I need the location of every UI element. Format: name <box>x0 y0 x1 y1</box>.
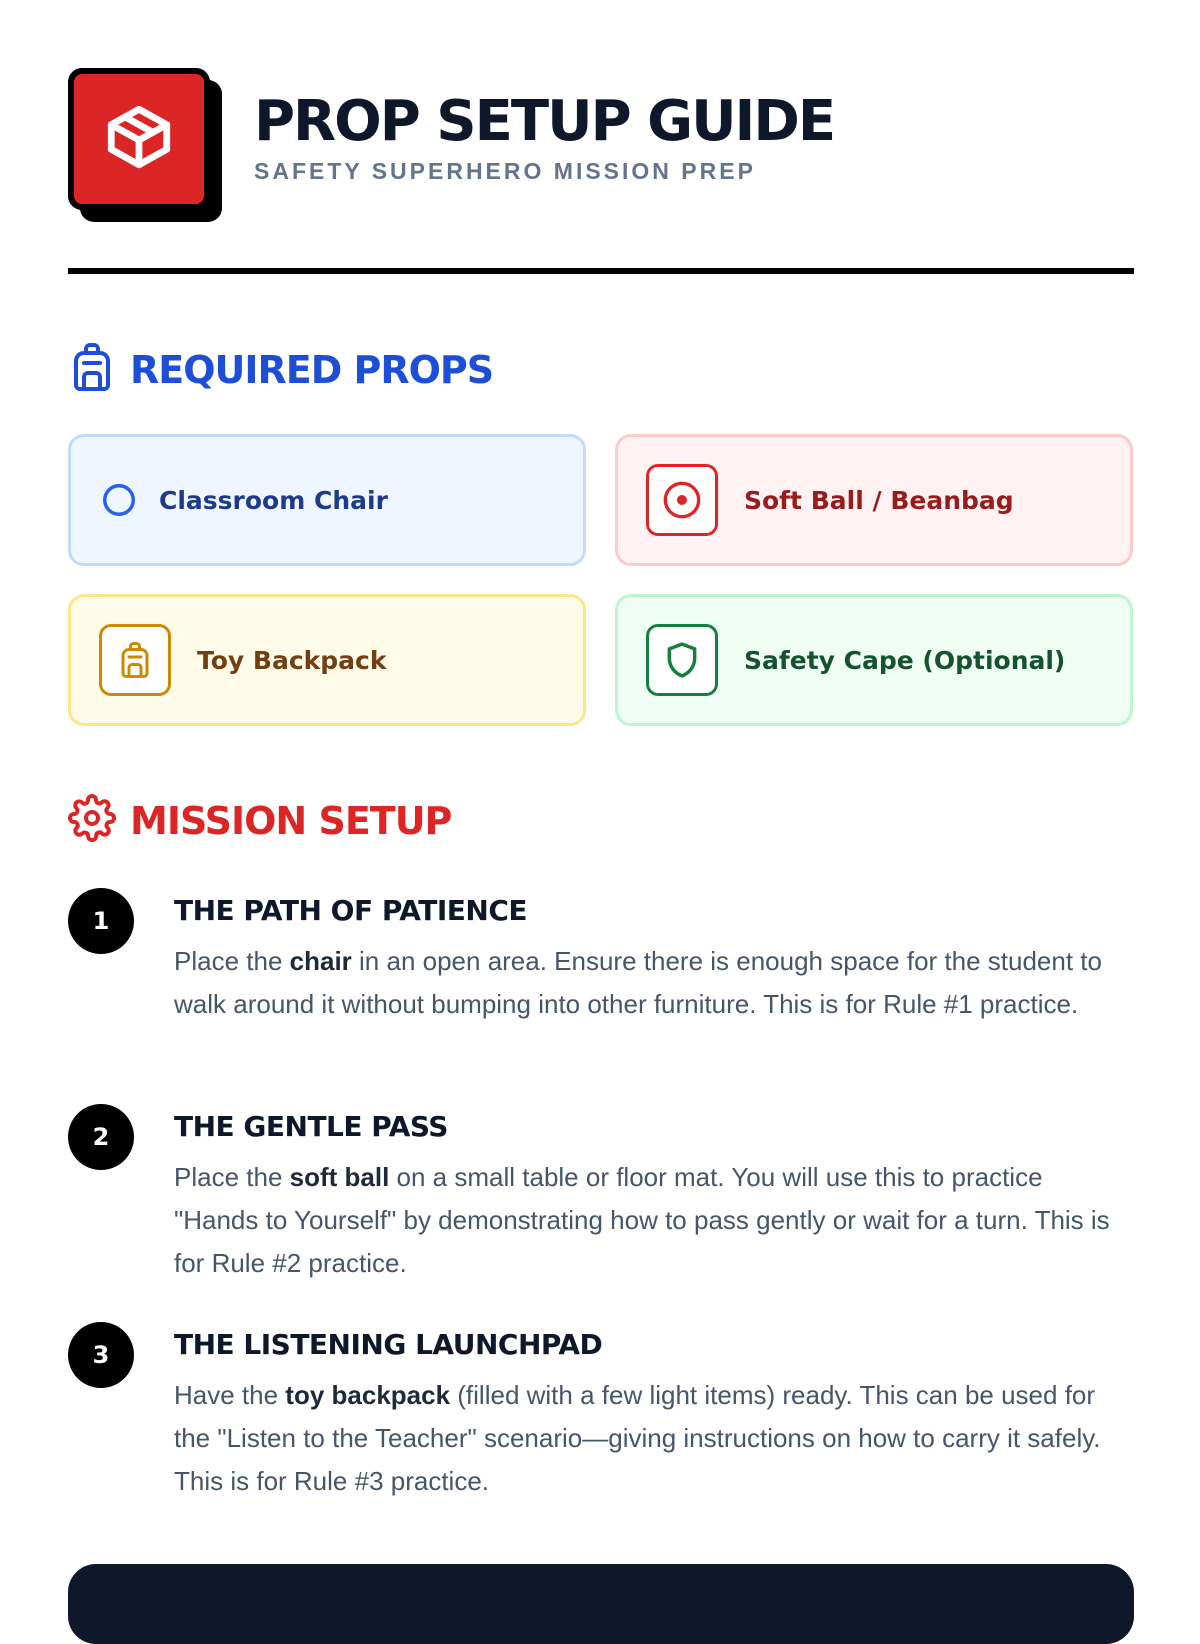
package-icon <box>102 100 176 179</box>
header-divider <box>68 268 1134 274</box>
step-highlight: toy backpack <box>285 1380 451 1410</box>
shield-icon <box>646 624 718 696</box>
mission-setup-heading <box>68 794 451 847</box>
prop-label: Toy Backpack <box>197 645 387 675</box>
prop-card-classroom-chair[interactable] <box>68 434 586 566</box>
required-props-heading <box>68 340 493 399</box>
step-description: Place the chair in an open area. Ensure there is enough space for the student to walk around it without bumping into other furniture. This is for Rule #1 practice. <box>174 946 1102 1019</box>
step-description: Have the toy backpack (filled with a few light items) ready. This can be used for the "Listen to the Teacher" scenario—giving instructions on how to carry it safely. This is for Rule #3 practice. <box>174 1380 1101 1496</box>
circle-icon <box>99 480 139 520</box>
mission-setup-title: MISSION SETUP <box>130 798 452 843</box>
prop-label: Classroom Chair <box>159 485 388 515</box>
page-header <box>68 68 1134 224</box>
required-props-title: REQUIRED PROPS <box>130 347 494 392</box>
page-title: PROP SETUP GUIDE <box>254 89 835 154</box>
gear-icon <box>68 794 116 847</box>
prop-card-soft-ball[interactable] <box>615 434 1133 566</box>
step-number-badge: 3 <box>68 1322 134 1388</box>
step-title: THE LISTENING LAUNCHPAD <box>174 1328 603 1361</box>
target-icon <box>646 464 718 536</box>
backpack-icon <box>68 340 116 399</box>
step-number-badge: 1 <box>68 888 134 954</box>
prop-card-safety-cape[interactable] <box>615 594 1133 726</box>
logo-badge <box>68 68 210 210</box>
prop-label: Safety Cape (Optional) <box>744 645 1066 675</box>
page-subtitle: SAFETY SUPERHERO MISSION PREP <box>254 158 756 184</box>
step-title: THE GENTLE PASS <box>174 1110 448 1143</box>
bottom-panel <box>68 1564 1134 1644</box>
backpack-icon <box>99 624 171 696</box>
prop-card-toy-backpack[interactable] <box>68 594 586 726</box>
step-highlight: soft ball <box>289 1162 390 1192</box>
step-number-badge: 2 <box>68 1104 134 1170</box>
prop-label: Soft Ball / Beanbag <box>744 485 1014 515</box>
step-highlight: chair <box>289 946 352 976</box>
step-title: THE PATH OF PATIENCE <box>174 894 528 927</box>
step-description: Place the soft ball on a small table or floor mat. You will use this to practice "Hands to Yourself" by demonstrating how to pass gently or wait for a turn. This is for Rule #2 practice. <box>174 1162 1110 1278</box>
